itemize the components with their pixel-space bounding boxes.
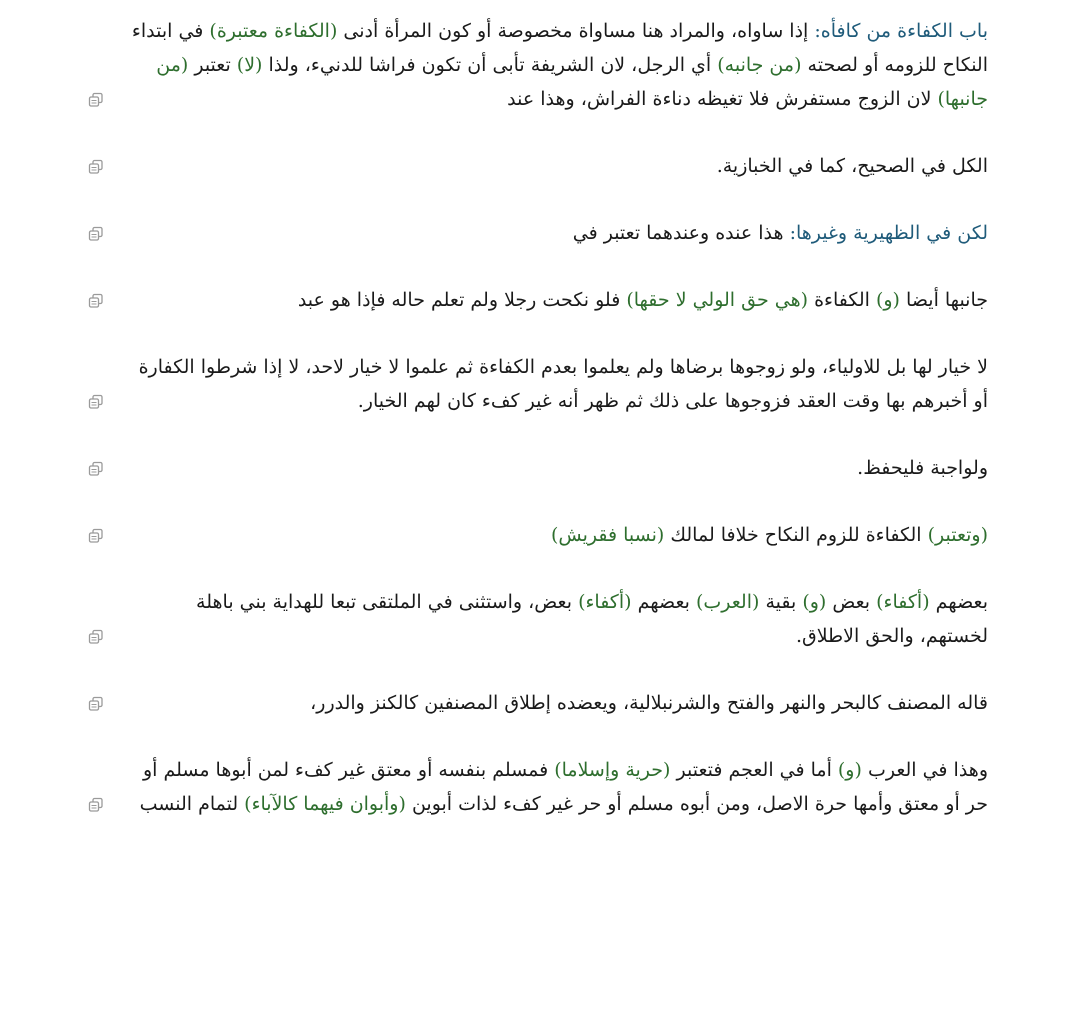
matn-segment: (حرية وإسلاما): [554, 759, 671, 781]
matn-segment: (أكفاء): [876, 591, 930, 613]
copy-icon-glyph: [88, 159, 104, 175]
text-segment: بقية: [759, 591, 803, 613]
copy-icon-glyph: [88, 528, 104, 544]
copy-icon-glyph: [88, 696, 104, 712]
text-segment: ولواجبة فليحفظ.: [857, 457, 988, 479]
text-segment: بعض، واستثنى في الملتقى تبعا للهداية بني باهلة لخستهم، والحق الاطلاق.: [196, 591, 988, 647]
paragraph: [88, 350, 988, 418]
copy-icon[interactable]: [88, 629, 104, 645]
document-body: [88, 14, 988, 854]
paragraph: [88, 149, 988, 183]
text-segment: فلو نكحت رجلا ولم تعلم حاله فإذا هو عبد: [297, 289, 627, 311]
copy-icon[interactable]: [88, 159, 104, 175]
text-segment: تعتبر: [188, 54, 237, 76]
paragraph-text: [857, 457, 988, 479]
heading-segment: باب الكفاءة من كافأه:: [814, 20, 988, 42]
copy-icon[interactable]: [88, 394, 104, 410]
copy-icon[interactable]: [88, 528, 104, 544]
text-segment: لا خيار لها بل للاولياء، ولو زوجوها برضاها ولم يعلموا بعدم الكفاءة ثم علموا لا خيار لاحد، لا إذا شرطوا الكفارة أو أخبرهم بها وقت العقد فزوجوها على ذلك ثم ظهر أنه غير كفء كان لهم الخيار.: [138, 356, 988, 412]
matn-segment: (وتعتبر): [927, 524, 988, 546]
copy-icon-glyph: [88, 293, 104, 309]
paragraph: [88, 585, 988, 653]
copy-icon[interactable]: [88, 461, 104, 477]
copy-icon-glyph: [88, 797, 104, 813]
paragraph-text: [132, 20, 988, 110]
matn-segment: (لا): [236, 54, 263, 76]
paragraph-text: [573, 222, 988, 244]
paragraph-text: [717, 155, 988, 177]
paragraph: [88, 14, 988, 116]
copy-icon-glyph: [88, 461, 104, 477]
copy-icon-glyph: [88, 394, 104, 410]
paragraph-text: [310, 692, 988, 714]
paragraph-text: [139, 356, 988, 412]
paragraph-text: [196, 591, 988, 647]
text-segment: بعضهم: [631, 591, 696, 613]
text-segment: الكل في الصحيح، كما في الخبازية.: [716, 155, 988, 177]
paragraph: [88, 753, 988, 821]
text-segment: قاله المصنف كالبحر والنهر والفتح والشرنبلالية، ويعضده إطلاق المصنفين كالكنز والدرر،: [310, 692, 988, 714]
text-segment: لتمام النسب: [139, 793, 245, 815]
text-segment: فمسلم بنفسه أو معتق غير كفء لمن أبوها مسلم أو حر أو معتق وأمها حرة الاصل، ومن أبوه مسلم أو حر غير كفء لذات أبوين: [142, 759, 988, 815]
matn-segment: (من جانبه): [717, 54, 802, 76]
paragraph: [88, 451, 988, 485]
copy-icon[interactable]: [88, 797, 104, 813]
copy-icon-glyph: [88, 92, 104, 108]
copy-icon[interactable]: [88, 696, 104, 712]
copy-icon-glyph: [88, 629, 104, 645]
matn-segment: (هي حق الولي لا حقها): [626, 289, 809, 311]
text-segment: أي الرجل، لان الشريفة تأبى أن تكون فراشا للدنيء، ولذا: [262, 54, 718, 76]
matn-segment: (الكفاءة معتبرة): [209, 20, 338, 42]
paragraph-text: [140, 759, 988, 815]
paragraph: [88, 283, 988, 317]
paragraph: [88, 686, 988, 720]
copy-icon[interactable]: [88, 92, 104, 108]
text-segment: الكفاءة للزوم النكاح خلافا لمالك: [664, 524, 928, 546]
text-segment: لان الزوج مستفرش فلا تغيظه دناءة الفراش، وهذا عند: [507, 88, 938, 110]
text-segment: بعض: [826, 591, 877, 613]
paragraph: [88, 216, 988, 250]
text-segment: إذا ساواه، والمراد هنا مساواة مخصوصة أو كون المرأة أدنى: [337, 20, 815, 42]
matn-segment: (نسبا فقريش): [551, 524, 665, 546]
matn-segment: (و): [802, 591, 827, 613]
matn-segment: (العرب): [695, 591, 760, 613]
paragraph-text: [551, 524, 988, 546]
text-segment: أما في العجم فتعتبر: [670, 759, 838, 781]
matn-segment: (و): [875, 289, 900, 311]
heading-segment: لكن في الظهيرية وغيرها:: [789, 222, 988, 244]
text-segment: جانبها أيضا: [899, 289, 988, 311]
text-segment: وهذا في العرب: [861, 759, 988, 781]
text-segment: هذا عنده وعندهما تعتبر في: [572, 222, 790, 244]
matn-segment: (وأبوان فيهما كالآباء): [244, 793, 406, 815]
copy-icon[interactable]: [88, 226, 104, 242]
matn-segment: (و): [837, 759, 862, 781]
text-segment: الكفاءة: [808, 289, 876, 311]
copy-icon[interactable]: [88, 293, 104, 309]
text-segment: في ابتداء النكاح للزومه أو لصحته: [131, 20, 988, 76]
paragraph: [88, 518, 988, 552]
text-segment: بعضهم: [929, 591, 988, 613]
matn-segment: (أكفاء): [578, 591, 632, 613]
copy-icon-glyph: [88, 226, 104, 242]
paragraph-text: [298, 289, 988, 311]
matn-segment: (من جانبها): [156, 54, 988, 110]
